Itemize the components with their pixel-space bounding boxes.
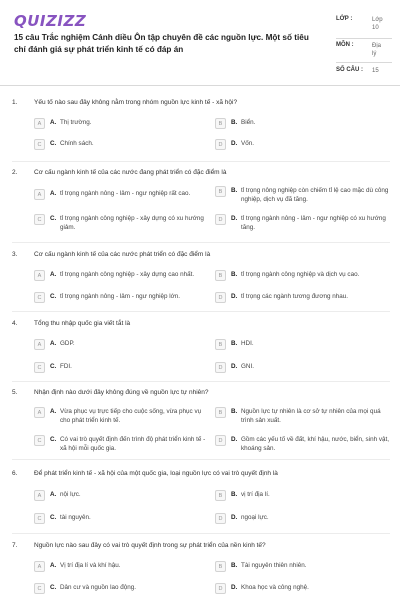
question-text: Nguồn lực nào sau đây có vai trò quyết định trong sự phát triển của nền kinh tế? (34, 542, 266, 549)
option-text: Có vai trò quyết định đến trình độ phát triển kinh tế - xã hội mỗi quốc gia. (60, 436, 206, 452)
option-text: GDP. (60, 340, 75, 347)
worksheet-header (0, 0, 400, 86)
count-label: SỐ CÂU : (336, 67, 363, 73)
option-checkbox[interactable]: C (34, 583, 45, 594)
question-divider (12, 311, 390, 312)
option-text: tỉ trọng ngành nông - lâm - ngư nghiệp rất cao. (60, 190, 191, 197)
option-checkbox[interactable]: B (215, 270, 226, 281)
class-value: Lớp 10 (372, 17, 383, 31)
option-checkbox[interactable]: C (34, 362, 45, 373)
option-text: GNI. (241, 363, 254, 370)
option-text: Gồm các yếu tố về đất, khí hậu, nước, biển, sinh vật, khoáng sản. (241, 436, 390, 452)
question-number: 1. (12, 99, 18, 106)
option-letter: C. (50, 215, 57, 222)
option-checkbox[interactable]: C (34, 435, 45, 446)
option-checkbox[interactable]: B (215, 490, 226, 501)
option-letter: D. (231, 293, 238, 300)
option-letter: B. (231, 562, 238, 569)
question-number: 7. (12, 542, 18, 549)
option-checkbox[interactable]: B (215, 561, 226, 572)
option-checkbox[interactable]: D (215, 292, 226, 303)
question-divider (12, 381, 390, 382)
option-checkbox[interactable]: B (215, 186, 226, 197)
option-checkbox[interactable]: D (215, 214, 226, 225)
option-text: FDI. (60, 363, 72, 370)
quizizz-logo: QUIZIZZ (14, 12, 87, 30)
option-text: Vừa phục vụ trực tiếp cho cuộc sống, vừa phục vụ cho phát triển kinh tế. (60, 408, 202, 424)
meta-divider (336, 38, 392, 39)
option-checkbox[interactable]: D (215, 139, 226, 150)
option-checkbox[interactable]: A (34, 339, 45, 350)
option-letter: B. (231, 271, 238, 278)
option-checkbox[interactable]: B (215, 339, 226, 350)
option-text: nội lực. (60, 491, 81, 498)
option-letter: B. (231, 408, 238, 415)
option-text: tỉ trọng nông nghiệp còn chiếm tỉ lệ cao mặc dù công nghiệp, dịch vụ đã tăng. (241, 187, 389, 203)
option-text: vị trí địa lí. (241, 491, 270, 498)
option-text: Biển. (241, 119, 256, 126)
option-letter: C. (50, 293, 57, 300)
option-text: Dân cư và nguồn lao động. (60, 584, 136, 591)
option-checkbox[interactable]: D (215, 435, 226, 446)
question-text: Cơ cấu ngành kinh tế của các nước phát triển có đặc điểm là (34, 251, 211, 258)
option-letter: C. (50, 140, 57, 147)
option-checkbox[interactable]: C (34, 513, 45, 524)
question-divider (12, 242, 390, 243)
question-text: Nhận định nào dưới đây không đúng về nguồn lực tự nhiên? (34, 389, 209, 396)
option-text: tỉ trọng ngành công nghiệp - xây dựng cao nhất. (60, 271, 195, 278)
option-letter: D. (231, 436, 238, 443)
question-number: 4. (12, 320, 18, 327)
question-number: 3. (12, 251, 18, 258)
question-number: 5. (12, 389, 18, 396)
option-checkbox[interactable]: C (34, 214, 45, 225)
option-letter: A. (50, 408, 57, 415)
count-value: 15 (372, 68, 379, 74)
option-text: ngoại lực. (241, 514, 269, 521)
option-letter: D. (231, 215, 238, 222)
question-text: Tổng thu nhập quốc gia viết tắt là (34, 320, 131, 327)
option-letter: D. (231, 363, 238, 370)
option-checkbox[interactable]: A (34, 407, 45, 418)
option-letter: A. (50, 271, 57, 278)
option-checkbox[interactable]: D (215, 583, 226, 594)
option-letter: A. (50, 190, 57, 197)
option-text: tỉ trọng các ngành tương đương nhau. (241, 293, 349, 300)
option-text: HDI. (241, 340, 254, 347)
option-letter: C. (50, 363, 57, 370)
option-text: tài nguyên. (60, 514, 91, 521)
question-number: 6. (12, 470, 18, 477)
question-number: 2. (12, 169, 18, 176)
option-letter: B. (231, 187, 238, 194)
option-letter: C. (50, 436, 57, 443)
option-text: Khoa học và công nghệ. (241, 584, 309, 591)
question-text: Cơ cấu ngành kinh tế của các nước đang phát triển có đặc điểm là (34, 169, 227, 176)
option-text: tỉ trọng ngành nông - lâm - ngư nghiệp có xu hướng tăng. (241, 215, 386, 231)
option-text: Tài nguyên thiên nhiên. (241, 562, 307, 569)
option-letter: A. (50, 340, 57, 347)
option-text: Nguồn lực tự nhiên là cơ sở tự nhiên của mọi quá trình sản xuất. (241, 408, 381, 424)
option-letter: A. (50, 119, 57, 126)
option-letter: B. (231, 119, 238, 126)
option-letter: C. (50, 514, 57, 521)
option-checkbox[interactable]: A (34, 189, 45, 200)
option-checkbox[interactable]: B (215, 118, 226, 129)
meta-divider (336, 62, 392, 63)
option-text: Vị trí địa lí và khí hậu. (60, 562, 121, 569)
option-letter: A. (50, 562, 57, 569)
option-letter: C. (50, 584, 57, 591)
class-label: LỚP : (336, 16, 353, 22)
option-letter: B. (231, 340, 238, 347)
option-checkbox[interactable]: A (34, 270, 45, 281)
question-divider (12, 161, 390, 162)
option-checkbox[interactable]: C (34, 292, 45, 303)
question-divider (12, 533, 390, 534)
option-checkbox[interactable]: A (34, 490, 45, 501)
question-text: Để phát triển kinh tế - xã hội của một quốc gia, loại nguồn lực có vai trò quyết định là (34, 470, 278, 477)
option-checkbox[interactable]: D (215, 513, 226, 524)
option-letter: D. (231, 584, 238, 591)
option-letter: A. (50, 491, 57, 498)
option-text: tỉ trọng ngành công nghiệp và dịch vụ cao. (241, 271, 360, 278)
option-checkbox[interactable]: C (34, 139, 45, 150)
question-text: Yếu tố nào sau đây không nằm trong nhóm nguồn lực kinh tế - xã hội? (34, 99, 238, 106)
subject-label: MÔN : (336, 42, 354, 48)
option-text: tỉ trọng ngành nông - lâm - ngư nghiệp lớn. (60, 293, 181, 300)
option-text: Vốn. (241, 140, 254, 147)
option-letter: D. (231, 514, 238, 521)
option-text: tỉ trọng ngành công nghiệp - xây dựng có xu hướng giảm. (60, 215, 204, 231)
question-divider (12, 459, 390, 460)
option-checkbox[interactable]: D (215, 362, 226, 373)
option-checkbox[interactable]: A (34, 561, 45, 572)
subject-value: Địa lý (372, 43, 382, 57)
option-checkbox[interactable]: A (34, 118, 45, 129)
option-checkbox[interactable]: B (215, 407, 226, 418)
option-text: Thị trường. (60, 119, 92, 126)
option-letter: D. (231, 140, 238, 147)
option-text: Chính sách. (60, 140, 94, 147)
option-letter: B. (231, 491, 238, 498)
worksheet-title: 15 câu Trắc nghiệm Cánh diều Ôn tập chuyên đề các nguồn lực. Một số tiêu chí đánh giá sự phát triển kinh tế có đáp án (14, 33, 309, 54)
